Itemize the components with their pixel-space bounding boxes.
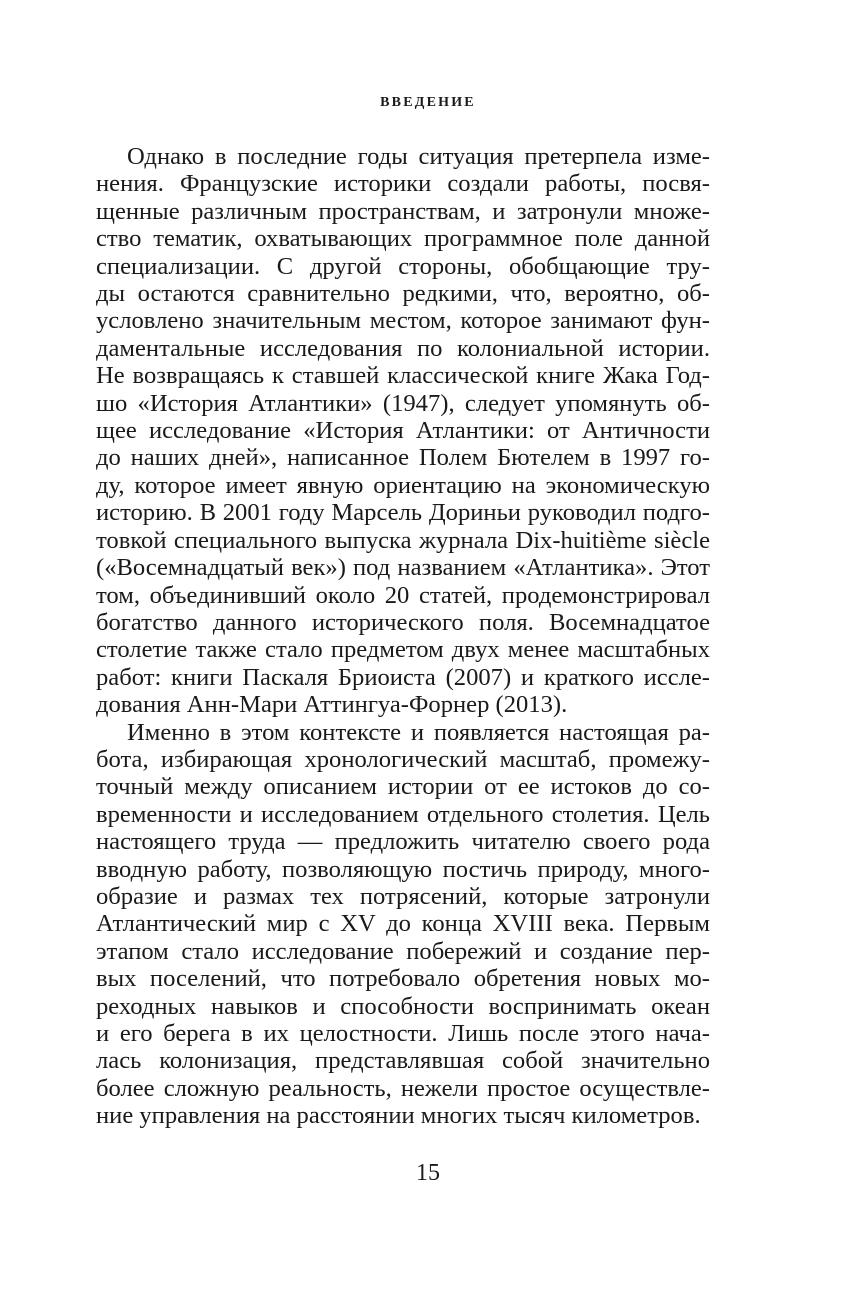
text-line: настоящего труда — предложить читателю своего рода xyxy=(96,828,710,856)
text-line: временности и исследованием отдельного столетия. Цель xyxy=(96,800,710,828)
body-text xyxy=(96,143,710,1130)
text-line: вых поселений, что потребовало обретения новых мо- xyxy=(96,965,710,993)
text-line: нения. Французские историки создали работы, посвя- xyxy=(96,170,710,198)
page-number: 15 xyxy=(416,1160,440,1186)
paragraph-2 xyxy=(96,719,710,1130)
text-line: вводную работу, позволяющую постичь природу, много- xyxy=(96,855,710,883)
text-line: Именно в этом контексте и появляется настоящая ра- xyxy=(127,718,710,746)
text-line: ду, которое имеет явную ориентацию на экономическую xyxy=(96,471,710,499)
text-line: Атлантический мир с XV до конца XVIII века. Первым xyxy=(96,910,710,938)
text-line: реходных навыков и способности воспринимать океан xyxy=(96,992,710,1020)
text-line: даментальные исследования по колониальной истории. xyxy=(96,334,710,362)
text-line: условлено значительным местом, которое занимают фун- xyxy=(96,307,710,335)
text-line: лась колонизация, представлявшая собой значительно xyxy=(96,1047,710,1075)
text-line: дования Анн-Мари Аттингуа-Форнер (2013). xyxy=(96,691,568,719)
text-line: до наших дней», написанное Полем Бютелем в 1997 го- xyxy=(96,444,710,472)
text-line: бота, избирающая хронологический масштаб, промежу- xyxy=(96,745,710,773)
text-line: историю. В 2001 году Марсель Дориньи руководил подго- xyxy=(96,499,710,527)
text-line: ние управления на расстоянии многих тысяч километров. xyxy=(96,1102,701,1130)
text-line: ды остаются сравнительно редкими, что, вероятно, об- xyxy=(96,280,710,308)
text-line: («Восемнадцатый век») под названием «Атлантика». Этот xyxy=(96,554,710,582)
text-line: Однако в последние годы ситуация претерпела изме- xyxy=(127,143,710,170)
text-line: товкой специального выпуска журнала Dix-huitième siècle xyxy=(96,526,710,554)
text-line: работ: книги Паскаля Бриоиста (2007) и краткого иссле- xyxy=(96,663,710,691)
text-line: Не возвращаясь к ставшей классической книге Жака Год- xyxy=(96,362,710,390)
text-line: ство тематик, охватывающих программное поле данной xyxy=(96,225,710,253)
text-line: том, объединивший около 20 статей, продемонстрировал xyxy=(96,581,710,609)
text-line: шо «История Атлантики» (1947), следует упомянуть об- xyxy=(96,389,710,417)
text-line: этапом стало исследование побережий и создание пер- xyxy=(96,937,710,965)
text-line: и его берега в их целостности. Лишь после этого нача- xyxy=(96,1020,710,1047)
running-head: ВВЕДЕНИЕ xyxy=(380,95,476,110)
text-line: более сложную реальность, нежели простое осуществле- xyxy=(96,1074,710,1102)
text-line: богатство данного исторического поля. Восемнадцатое xyxy=(96,608,710,636)
text-line: точный между описанием истории от ее истоков до со- xyxy=(96,773,710,801)
text-line: специализации. С другой стороны, обобщающие тру- xyxy=(96,252,710,280)
text-line: щенные различным пространствам, и затронули множе- xyxy=(96,197,710,225)
text-line: столетие также стало предметом двух менее масштабных xyxy=(96,636,710,664)
paragraph-1 xyxy=(96,143,710,719)
text-line: щее исследование «История Атлантики: от Античности xyxy=(96,417,710,445)
text-line: образие и размах тех потрясений, которые затронули xyxy=(96,882,710,910)
